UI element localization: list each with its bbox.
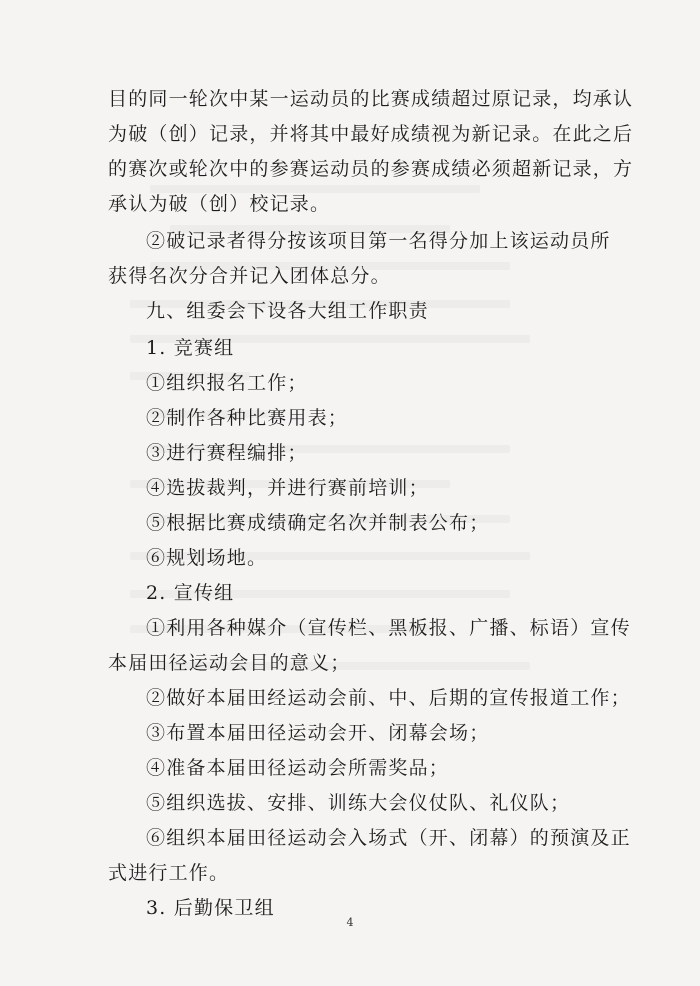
list-item: ②制作各种比赛用表；: [146, 407, 349, 429]
list-item: ④选拔裁判，并进行赛前培训；: [146, 477, 429, 499]
paragraph-line: 获得名次分合并记入团体总分。: [108, 265, 391, 287]
list-item: ⑥规划场地。: [146, 547, 268, 569]
list-item: ③布置本届田径运动会开、闭幕会场；: [146, 722, 490, 744]
paragraph-line: 的赛次或轮次中的参赛运动员的参赛成绩必须超新记录，方: [108, 158, 634, 180]
list-item: ⑥组织本届田径运动会入场式（开、闭幕）的预演及正: [146, 827, 631, 849]
paragraph-line: ②破记录者得分按该项目第一名得分加上该运动员所: [146, 230, 611, 252]
list-item: ③进行赛程编排；: [146, 442, 308, 464]
paragraph-line: 为破（创）记录，并将其中最好成绩视为新记录。在此之后: [108, 123, 634, 145]
subsection-heading: 2. 宣传组: [146, 582, 235, 604]
list-item: ①组织报名工作；: [146, 372, 308, 394]
list-item: ④准备本届田径运动会所需奖品；: [146, 757, 450, 779]
list-item: ⑤根据比赛成绩确定名次并制表公布；: [146, 512, 490, 534]
list-item: ②做好本届田经运动会前、中、后期的宣传报道工作；: [146, 687, 631, 709]
paragraph-line: 目的同一轮次中某一运动员的比赛成绩超过原记录，均承认: [108, 88, 634, 110]
subsection-heading: 1. 竞赛组: [146, 337, 235, 359]
subsection-heading: 3. 后勤保卫组: [146, 897, 275, 919]
list-item: ①利用各种媒介（宣传栏、黑板报、广播、标语）宣传: [146, 617, 631, 639]
page-number: 4: [346, 916, 354, 929]
list-item-continuation: 式进行工作。: [108, 862, 230, 884]
list-item: ⑤组织选拔、安排、训练大会仪仗队、礼仪队；: [146, 792, 571, 814]
paragraph-line: 承认为破（创）校记录。: [108, 193, 331, 215]
list-item-continuation: 本届田径运动会目的意义；: [108, 652, 351, 674]
section-heading: 九、组委会下设各大组工作职责: [146, 300, 429, 322]
